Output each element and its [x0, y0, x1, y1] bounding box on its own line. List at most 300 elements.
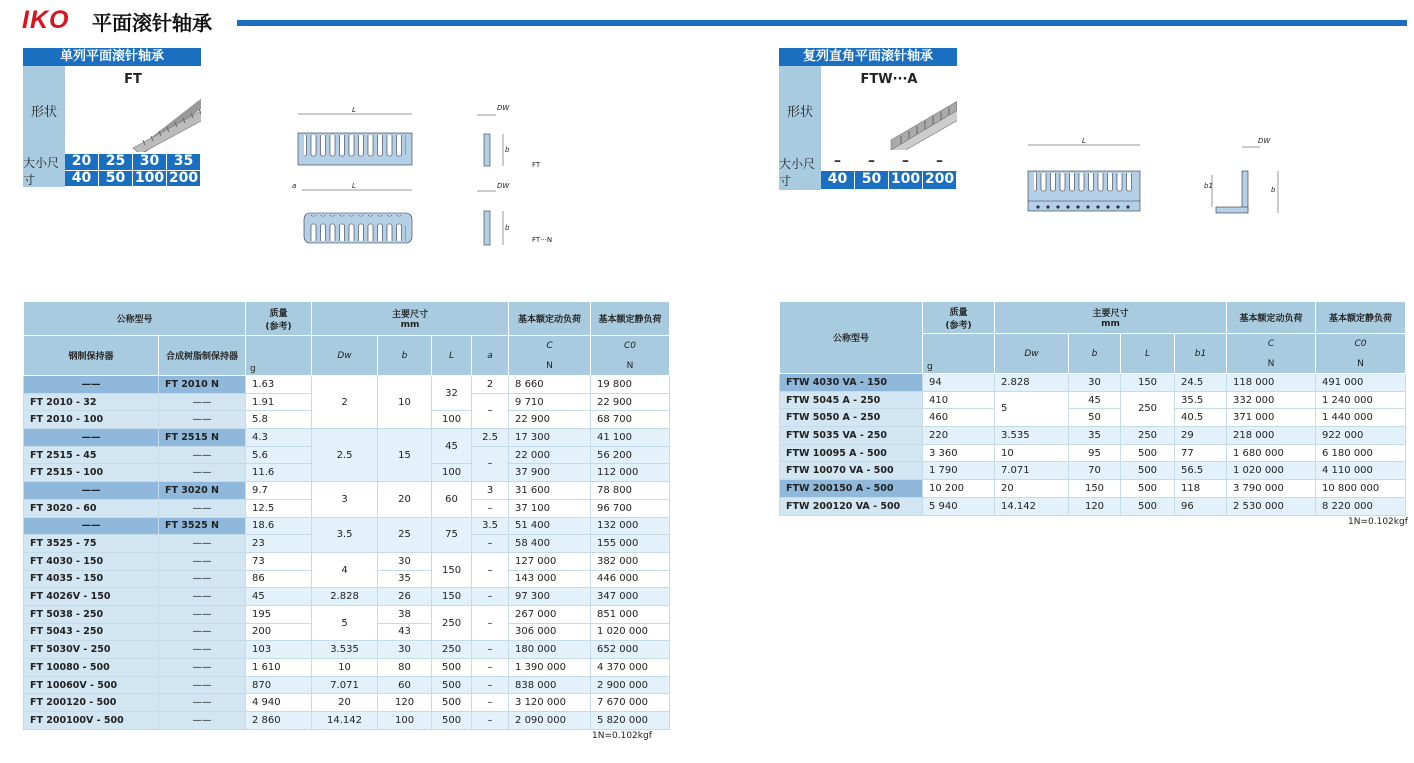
cell-value: 180 000: [509, 641, 591, 659]
cell-value: 120: [378, 694, 432, 712]
diagram-caption: FT: [532, 161, 541, 169]
table-row: [780, 480, 1406, 498]
cell-value: 56.5: [1175, 462, 1227, 480]
th-mass-unit: g: [923, 334, 995, 374]
cell-value: 500: [1121, 444, 1175, 462]
table-row: [780, 409, 1406, 427]
cell-value: 51 400: [509, 517, 591, 535]
resin-model: ——: [159, 694, 246, 712]
cell-value: 15: [378, 429, 432, 482]
cell-value: –: [472, 659, 509, 677]
cell-value: 200: [246, 623, 312, 641]
cell-value: 5.6: [246, 446, 312, 464]
cell-value: 45: [1069, 391, 1121, 409]
cell-value: 1 440 000: [1316, 409, 1406, 427]
cell-value: 500: [1121, 480, 1175, 498]
model: FTW 10070 VA - 500: [780, 462, 923, 480]
cell-value: 10: [312, 659, 378, 677]
th-mass: 质量 (参考): [246, 302, 312, 336]
size-value: 35: [167, 154, 201, 171]
cell-value: 37 100: [509, 499, 591, 517]
cell-value: 3 360: [923, 444, 995, 462]
model: FTW 5035 VA - 250: [780, 427, 923, 445]
cell-value: 45: [432, 429, 472, 464]
size-value: 40: [65, 171, 99, 188]
cell-value: 1 020 000: [1227, 462, 1316, 480]
steel-model: FT 200120 - 500: [24, 694, 159, 712]
cell-value: 2 860: [246, 712, 312, 730]
resin-model: ——: [159, 712, 246, 730]
table-row: [24, 482, 670, 500]
th-steel: 钢制保持器: [24, 336, 159, 376]
shape-label: 形状: [779, 66, 821, 154]
unit-note: 1N=0.102kgf: [1348, 517, 1408, 527]
cell-value: 86: [246, 570, 312, 588]
cell-value: 96 700: [591, 499, 670, 517]
size-value: 200: [923, 172, 957, 190]
cell-value: 2: [312, 376, 378, 429]
steel-model: FT 2515 - 45: [24, 446, 159, 464]
cell-value: 35: [378, 570, 432, 588]
cell-value: 56 200: [591, 446, 670, 464]
size-value: 25: [99, 154, 133, 171]
dim-label-dw: DW: [497, 182, 510, 190]
cell-value: 30: [1069, 374, 1121, 392]
cell-value: –: [472, 499, 509, 517]
table-row: [24, 376, 670, 394]
cell-value: 2 090 000: [509, 712, 591, 730]
table-row: [780, 497, 1406, 515]
cell-value: 32: [432, 376, 472, 411]
cell-value: 4 940: [246, 694, 312, 712]
cell-value: 1 680 000: [1227, 444, 1316, 462]
cell-value: 23: [246, 535, 312, 553]
model: FTW 4030 VA - 150: [780, 374, 923, 392]
cell-value: 8 220 000: [1316, 497, 1406, 515]
resin-model: FT 3525 N: [159, 517, 246, 535]
size-grid: [821, 154, 957, 190]
cell-value: 7.071: [312, 676, 378, 694]
bearing-photo-icon: [65, 90, 201, 152]
size-value: 100: [133, 171, 167, 188]
cell-value: 29: [1175, 427, 1227, 445]
steel-model: FT 5038 - 250: [24, 605, 159, 623]
cell-value: 10 200: [923, 480, 995, 498]
cell-value: 30: [378, 641, 432, 659]
type-box-single-row: [23, 48, 201, 187]
th-nominal: 公称型号: [780, 302, 923, 374]
cell-value: 103: [246, 641, 312, 659]
cell-value: 2 530 000: [1227, 497, 1316, 515]
cell-value: 50: [1069, 409, 1121, 427]
cell-value: 2.828: [995, 374, 1069, 392]
resin-model: ——: [159, 570, 246, 588]
cell-value: 78 800: [591, 482, 670, 500]
steel-model: ——: [24, 376, 159, 394]
th-b: b: [378, 336, 432, 376]
size-value: 40: [821, 172, 855, 190]
cell-value: 68 700: [591, 411, 670, 429]
resin-model: FT 2515 N: [159, 429, 246, 447]
cell-value: 218 000: [1227, 427, 1316, 445]
cell-value: 3: [472, 482, 509, 500]
cell-value: 150: [432, 552, 472, 587]
cell-value: 500: [432, 676, 472, 694]
size-value: –: [821, 154, 855, 172]
type-box-double-row: [779, 48, 957, 190]
cell-value: 12.5: [246, 499, 312, 517]
resin-model: FT 2010 N: [159, 376, 246, 394]
cell-value: 11.6: [246, 464, 312, 482]
dim-label-a: a: [292, 182, 297, 190]
cell-value: –: [472, 694, 509, 712]
size-value: 20: [65, 154, 99, 171]
steel-model: FT 2515 - 100: [24, 464, 159, 482]
brand-logo: IKO: [22, 6, 70, 34]
cell-value: 118 000: [1227, 374, 1316, 392]
table-row: [780, 391, 1406, 409]
resin-model: ——: [159, 605, 246, 623]
steel-model: FT 200100V - 500: [24, 712, 159, 730]
cell-value: 38: [378, 605, 432, 623]
cell-value: 870: [246, 676, 312, 694]
diagram-caption: FT···N: [532, 236, 553, 244]
cell-value: 2: [472, 376, 509, 394]
cell-value: 73: [246, 552, 312, 570]
cell-value: 22 900: [591, 393, 670, 411]
dim-label-b: b: [505, 224, 510, 232]
cell-value: 500: [432, 659, 472, 677]
resin-model: FT 3020 N: [159, 482, 246, 500]
cell-value: 5: [312, 605, 378, 640]
cell-value: 17 300: [509, 429, 591, 447]
cell-value: 3.5: [472, 517, 509, 535]
ftw-table-body: [780, 374, 1406, 516]
cell-value: 4: [312, 552, 378, 587]
cell-value: –: [472, 676, 509, 694]
cell-value: 10: [378, 376, 432, 429]
cell-value: 20: [312, 694, 378, 712]
size-grid: [65, 154, 201, 187]
dim-label-b: b: [1271, 186, 1276, 194]
cell-value: 10 800 000: [1316, 480, 1406, 498]
table-row: [780, 462, 1406, 480]
cell-value: 155 000: [591, 535, 670, 553]
cell-value: 500: [1121, 462, 1175, 480]
cell-value: 10: [995, 444, 1069, 462]
cell-value: 20: [995, 480, 1069, 498]
type-label: 复列直角平面滚针轴承: [779, 48, 957, 66]
th-mass: 质量 (参考): [923, 302, 995, 334]
dim-label-b: b: [505, 146, 510, 154]
cell-value: 14.142: [995, 497, 1069, 515]
cell-value: 1 020 000: [591, 623, 670, 641]
model-name: FTW···A: [860, 72, 918, 87]
cell-value: 5 940: [923, 497, 995, 515]
table-row: [24, 712, 670, 730]
cell-value: 20: [378, 482, 432, 517]
cell-value: 250: [1121, 427, 1175, 445]
cell-value: –: [472, 535, 509, 553]
cell-value: 250: [432, 641, 472, 659]
cell-value: 838 000: [509, 676, 591, 694]
table-row: [24, 429, 670, 447]
cell-value: 31 600: [509, 482, 591, 500]
th-resin: 合成树脂制保持器: [159, 336, 246, 376]
cell-value: 3.5: [312, 517, 378, 552]
cell-value: 4.3: [246, 429, 312, 447]
cell-value: 500: [432, 712, 472, 730]
cell-value: 150: [1069, 480, 1121, 498]
table-row: [24, 676, 670, 694]
steel-model: ——: [24, 429, 159, 447]
th-dims: 主要尺寸 mm: [312, 302, 509, 336]
cell-value: 25: [378, 517, 432, 552]
resin-model: ——: [159, 588, 246, 606]
cell-value: 332 000: [1227, 391, 1316, 409]
header-rule: [237, 20, 1407, 26]
resin-model: ——: [159, 499, 246, 517]
size-value: –: [923, 154, 957, 172]
cell-value: 97 300: [509, 588, 591, 606]
steel-model: FT 5043 - 250: [24, 623, 159, 641]
cell-value: 100: [378, 712, 432, 730]
resin-model: ——: [159, 411, 246, 429]
cell-value: 5.8: [246, 411, 312, 429]
cell-value: –: [472, 588, 509, 606]
cell-value: 460: [923, 409, 995, 427]
model-name: FT: [124, 72, 142, 87]
shape-label: 形状: [23, 66, 65, 154]
cell-value: 382 000: [591, 552, 670, 570]
steel-model: ——: [24, 517, 159, 535]
cell-value: 8 660: [509, 376, 591, 394]
cell-value: 1 390 000: [509, 659, 591, 677]
cell-value: 70: [1069, 462, 1121, 480]
steel-model: FT 4026V - 150: [24, 588, 159, 606]
cell-value: 58 400: [509, 535, 591, 553]
cell-value: 94: [923, 374, 995, 392]
steel-model: FT 10080 - 500: [24, 659, 159, 677]
cell-value: 195: [246, 605, 312, 623]
cell-value: 118: [1175, 480, 1227, 498]
th-mass-unit: g: [246, 336, 312, 376]
cell-value: 2.5: [472, 429, 509, 447]
model: FTW 10095 A - 500: [780, 444, 923, 462]
ftw-dimension-diagram: [1020, 135, 1290, 220]
cell-value: 267 000: [509, 605, 591, 623]
cell-value: 18.6: [246, 517, 312, 535]
resin-model: ——: [159, 641, 246, 659]
ftw-spec-table: [779, 301, 1406, 516]
th-dynamic-load: 基本额定动负荷: [509, 302, 591, 336]
table-row: [24, 641, 670, 659]
cell-value: 22 000: [509, 446, 591, 464]
cell-value: 446 000: [591, 570, 670, 588]
size-label: 大小尺寸: [779, 154, 821, 190]
ft-spec-table: [23, 301, 670, 730]
table-row: [24, 694, 670, 712]
table-row: [780, 444, 1406, 462]
size-label: 大小尺寸: [23, 154, 65, 187]
ft-dimension-diagram: [290, 100, 580, 250]
cell-value: 43: [378, 623, 432, 641]
cell-value: 22 900: [509, 411, 591, 429]
cell-value: 220: [923, 427, 995, 445]
th-nominal: 公称型号: [24, 302, 246, 336]
resin-model: ——: [159, 676, 246, 694]
resin-model: ——: [159, 623, 246, 641]
cell-value: 112 000: [591, 464, 670, 482]
cell-value: 14.142: [312, 712, 378, 730]
model: FTW 5045 A - 250: [780, 391, 923, 409]
size-value: 50: [99, 171, 133, 188]
table-row: [24, 517, 670, 535]
th-b: b: [1069, 334, 1121, 374]
cell-value: 1 610: [246, 659, 312, 677]
resin-model: ——: [159, 464, 246, 482]
cell-value: 150: [432, 588, 472, 606]
steel-model: FT 3525 - 75: [24, 535, 159, 553]
cell-value: 75: [432, 517, 472, 552]
cell-value: 1.91: [246, 393, 312, 411]
th-a: a: [472, 336, 509, 376]
cell-value: –: [472, 641, 509, 659]
steel-model: FT 4035 - 150: [24, 570, 159, 588]
th-stat-unit: C0 N: [591, 336, 670, 376]
th-dw: Dw: [312, 336, 378, 376]
steel-model: FT 2010 - 32: [24, 393, 159, 411]
type-label: 单列平面滚针轴承: [23, 48, 201, 66]
cell-value: 500: [1121, 497, 1175, 515]
cell-value: 35: [1069, 427, 1121, 445]
th-L: L: [1121, 334, 1175, 374]
cell-value: 1 790: [923, 462, 995, 480]
cell-value: –: [472, 605, 509, 640]
cell-value: 7.071: [995, 462, 1069, 480]
cell-value: 100: [432, 411, 472, 429]
cell-value: 143 000: [509, 570, 591, 588]
cell-value: 5: [995, 391, 1069, 426]
cell-value: 1.63: [246, 376, 312, 394]
cell-value: –: [472, 712, 509, 730]
th-static-load: 基本额定静负荷: [591, 302, 670, 336]
cell-value: 250: [1121, 391, 1175, 426]
cell-value: –: [472, 393, 509, 428]
th-static-load: 基本额定静负荷: [1316, 302, 1406, 334]
cell-value: 120: [1069, 497, 1121, 515]
cell-value: 371 000: [1227, 409, 1316, 427]
steel-model: ——: [24, 482, 159, 500]
cell-value: 100: [432, 464, 472, 482]
resin-model: ——: [159, 393, 246, 411]
table-row: [780, 427, 1406, 445]
cell-value: 35.5: [1175, 391, 1227, 409]
steel-model: FT 5030V - 250: [24, 641, 159, 659]
cell-value: 3.535: [312, 641, 378, 659]
cell-value: 60: [432, 482, 472, 517]
th-dyn-unit: C N: [509, 336, 591, 376]
table-row: [780, 374, 1406, 392]
size-value: 200: [167, 171, 201, 188]
resin-model: ——: [159, 552, 246, 570]
cell-value: 6 180 000: [1316, 444, 1406, 462]
dim-label-L: L: [352, 182, 356, 190]
cell-value: 2 900 000: [591, 676, 670, 694]
cell-value: 77: [1175, 444, 1227, 462]
size-value: 50: [855, 172, 889, 190]
table-row: [24, 552, 670, 570]
cell-value: 922 000: [1316, 427, 1406, 445]
cell-value: 127 000: [509, 552, 591, 570]
unit-note: 1N=0.102kgf: [592, 731, 652, 741]
cell-value: 410: [923, 391, 995, 409]
cell-value: –: [472, 446, 509, 481]
cell-value: 7 670 000: [591, 694, 670, 712]
steel-model: FT 4030 - 150: [24, 552, 159, 570]
cell-value: 95: [1069, 444, 1121, 462]
page-title: 平面滚针轴承: [92, 11, 212, 35]
resin-model: ——: [159, 446, 246, 464]
cell-value: 491 000: [1316, 374, 1406, 392]
cell-value: 2.828: [312, 588, 378, 606]
model: FTW 200150 A - 500: [780, 480, 923, 498]
th-dw: Dw: [995, 334, 1069, 374]
cell-value: 60: [378, 676, 432, 694]
ft-table-body: [24, 376, 670, 730]
dim-label-dw: DW: [1258, 137, 1271, 145]
cell-value: 37 900: [509, 464, 591, 482]
cell-value: 3 120 000: [509, 694, 591, 712]
size-value: –: [889, 154, 923, 172]
cell-value: 652 000: [591, 641, 670, 659]
table-row: [24, 605, 670, 623]
cell-value: 1 240 000: [1316, 391, 1406, 409]
cell-value: 24.5: [1175, 374, 1227, 392]
size-value: 100: [889, 172, 923, 190]
th-stat-unit: C0 N: [1316, 334, 1406, 374]
dim-label-L: L: [1082, 137, 1086, 145]
cell-value: 132 000: [591, 517, 670, 535]
th-dynamic-load: 基本额定动负荷: [1227, 302, 1316, 334]
steel-model: FT 10060V - 500: [24, 676, 159, 694]
size-value: 30: [133, 154, 167, 171]
resin-model: ——: [159, 535, 246, 553]
cell-value: 26: [378, 588, 432, 606]
th-L: L: [432, 336, 472, 376]
cell-value: 9 710: [509, 393, 591, 411]
cell-value: 45: [246, 588, 312, 606]
resin-model: ——: [159, 659, 246, 677]
cell-value: 2.5: [312, 429, 378, 482]
steel-model: FT 3020 - 60: [24, 499, 159, 517]
th-dims: 主要尺寸 mm: [995, 302, 1227, 334]
cell-value: 3: [312, 482, 378, 517]
cell-value: 3.535: [995, 427, 1069, 445]
steel-model: FT 2010 - 100: [24, 411, 159, 429]
cell-value: 30: [378, 552, 432, 570]
cell-value: 80: [378, 659, 432, 677]
dim-label-b1: b1: [1204, 182, 1213, 190]
table-row: [24, 588, 670, 606]
cell-value: 851 000: [591, 605, 670, 623]
cell-value: 3 790 000: [1227, 480, 1316, 498]
dim-label-L: L: [352, 106, 356, 114]
table-row: [24, 659, 670, 677]
cell-value: 4 370 000: [591, 659, 670, 677]
cell-value: 5 820 000: [591, 712, 670, 730]
cell-value: 9.7: [246, 482, 312, 500]
